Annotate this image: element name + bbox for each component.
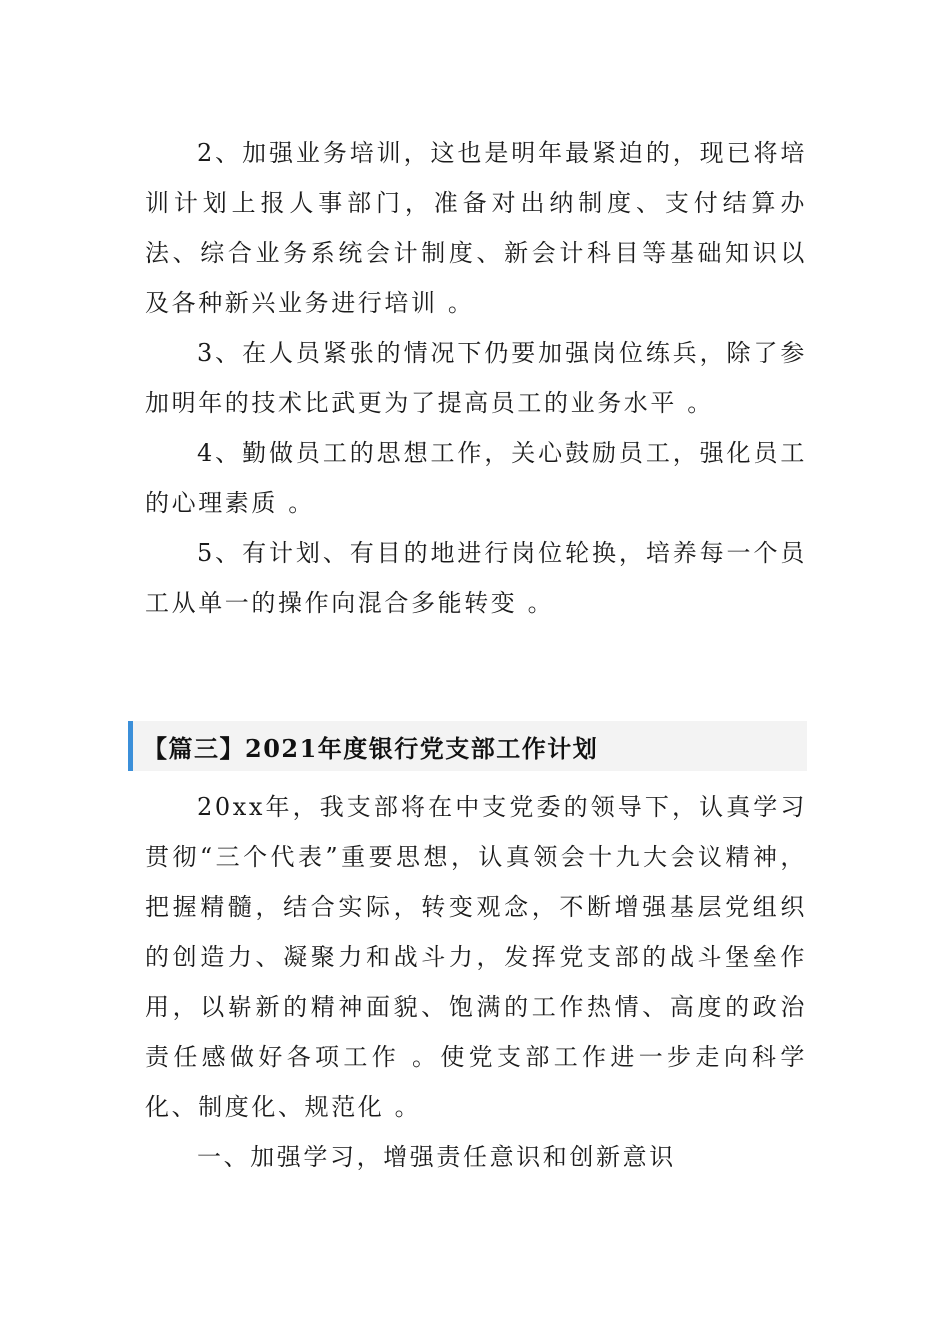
paragraph-item-2: 2、加强业务培训，这也是明年最紧迫的，现已将培训计划上报人事部门，准备对出纳制度、支付结算办法、综合业务系统会计制度、新会计科目等基础知识以及各种新兴业务进行培训 。 [145,139,807,317]
paragraph-item-4: 4、勤做员工的思想工作，关心鼓励员工，强化员工的心理素质 。 [145,439,807,517]
paragraph-item-5: 5、有计划、有目的地进行岗位轮换，培养每一个员工从单一的操作向混合多能转变 。 [145,539,807,617]
subheading-one: 一、加强学习，增强责任意识和创新意识 [197,1143,676,1171]
section-intro-paragraph: 20xx年，我支部将在中支党委的领导下，认真学习贯彻“三个代表”重要思想，认真领会十九大会议精神，把握精髓，结合实际，转变观念，不断增强基层党组织的创造力、凝聚力和战斗力，发挥党支部的战斗堡垒作用，以崭新的精神面貌、饱满的工作热情、高度的政治责任感做好各项工作 。使党支部工作进一步走向科学化、制度化、规范化 。 [145,793,807,1121]
section-heading-title: 【篇三】2021年度银行党支部工作计划 [143,733,599,763]
paragraph-item-3: 3、在人员紧张的情况下仍要加强岗位练兵，除了参加明年的技术比武更为了提高员工的业务水平 。 [145,339,807,417]
section-heading [128,721,807,771]
